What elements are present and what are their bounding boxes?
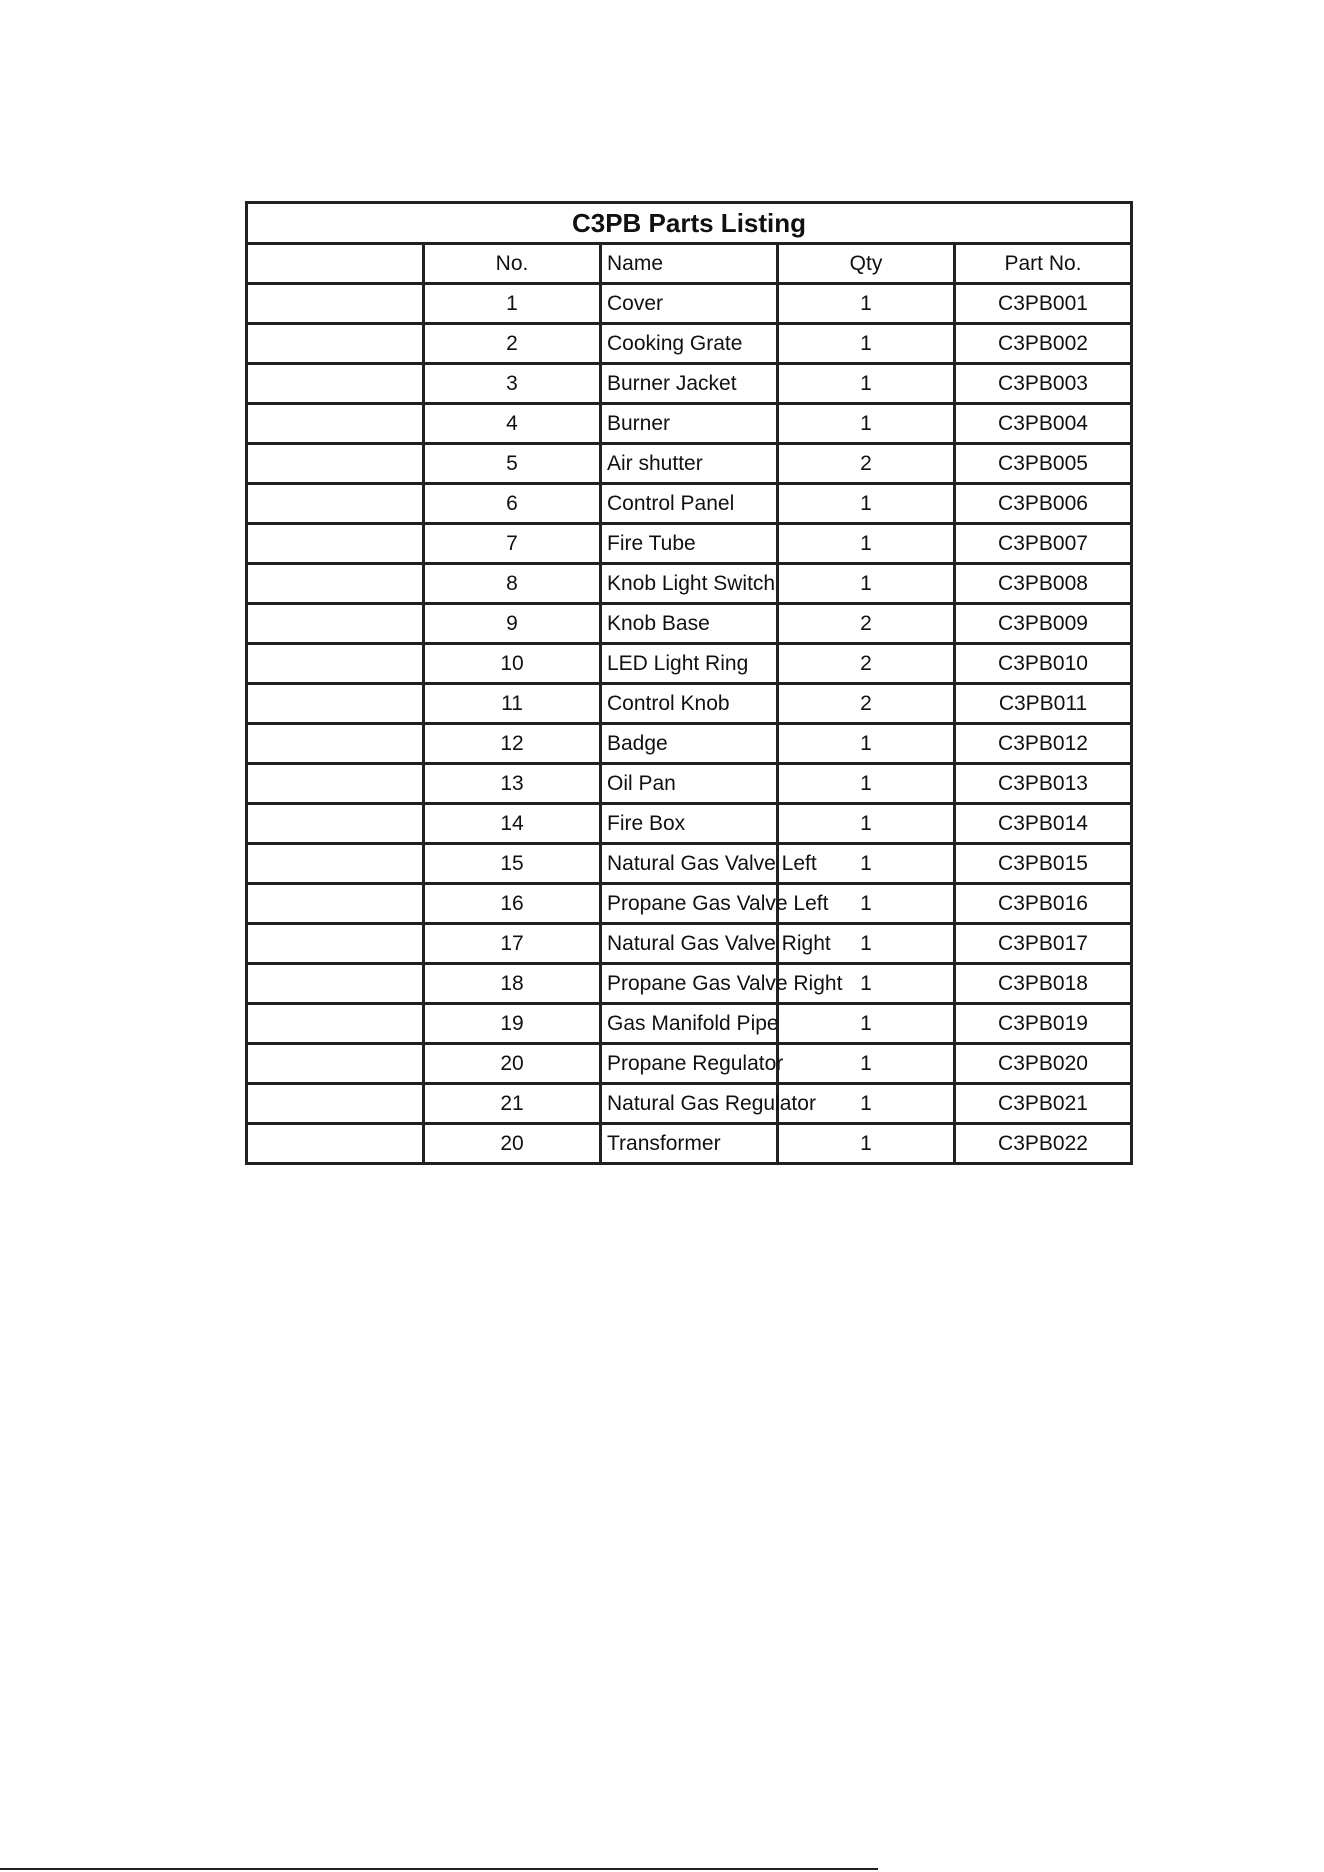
row-number-cell: 20 (424, 1044, 601, 1084)
table-row (247, 1084, 1132, 1124)
row-number-cell: 19 (424, 1004, 601, 1044)
part-number-cell: C3PB017 (955, 924, 1132, 964)
row-number-cell: 12 (424, 724, 601, 764)
quantity-cell: 1 (778, 324, 955, 364)
blank-cell (247, 924, 424, 964)
blank-cell (247, 444, 424, 484)
table-title: C3PB Parts Listing (247, 203, 1132, 244)
table-row (247, 324, 1132, 364)
table-row (247, 444, 1132, 484)
table-row (247, 924, 1132, 964)
part-number-cell: C3PB004 (955, 404, 1132, 444)
table-row (247, 284, 1132, 324)
quantity-cell: 1 (778, 1004, 955, 1044)
part-name-cell: Knob Light Switch (601, 564, 778, 604)
table-header-row (247, 244, 1132, 284)
part-number-cell: C3PB014 (955, 804, 1132, 844)
blank-cell (247, 644, 424, 684)
part-name-cell: Transformer (601, 1124, 778, 1164)
part-number-cell: C3PB008 (955, 564, 1132, 604)
quantity-cell: 2 (778, 604, 955, 644)
quantity-cell: 1 (778, 284, 955, 324)
row-number-cell: 4 (424, 404, 601, 444)
blank-cell (247, 764, 424, 804)
part-name-cell: Badge (601, 724, 778, 764)
part-name-cell: Fire Tube (601, 524, 778, 564)
parts-listing-table (245, 201, 1133, 1165)
row-number-cell: 18 (424, 964, 601, 1004)
row-number-cell: 20 (424, 1124, 601, 1164)
part-name-cell: Natural Gas Valve Left (601, 844, 778, 884)
table-row (247, 804, 1132, 844)
part-name-cell: Oil Pan (601, 764, 778, 804)
page-footer-rule (0, 1868, 878, 1870)
part-number-cell: C3PB022 (955, 1124, 1132, 1164)
part-name-cell: Fire Box (601, 804, 778, 844)
row-number-cell: 15 (424, 844, 601, 884)
row-number-cell: 13 (424, 764, 601, 804)
table-row (247, 524, 1132, 564)
table-row (247, 724, 1132, 764)
row-number-cell: 3 (424, 364, 601, 404)
quantity-cell: 1 (778, 884, 955, 924)
table-row (247, 764, 1132, 804)
part-number-cell: C3PB007 (955, 524, 1132, 564)
table-row (247, 644, 1132, 684)
part-name-cell: Gas Manifold Pipe (601, 1004, 778, 1044)
row-number-cell: 5 (424, 444, 601, 484)
part-number-cell: C3PB020 (955, 1044, 1132, 1084)
row-number-cell: 9 (424, 604, 601, 644)
name-column-header: Name (601, 244, 778, 284)
blank-cell (247, 884, 424, 924)
row-number-cell: 10 (424, 644, 601, 684)
qty-column-header: Qty (778, 244, 955, 284)
part-number-cell: C3PB003 (955, 364, 1132, 404)
quantity-cell: 1 (778, 764, 955, 804)
blank-cell (247, 484, 424, 524)
quantity-cell: 1 (778, 564, 955, 604)
quantity-cell: 1 (778, 964, 955, 1004)
row-number-cell: 1 (424, 284, 601, 324)
part-number-cell: C3PB005 (955, 444, 1132, 484)
blank-cell (247, 684, 424, 724)
table-row (247, 364, 1132, 404)
part-name-cell: Cooking Grate (601, 324, 778, 364)
part-name-cell: Knob Base (601, 604, 778, 644)
part-name-cell: Propane Gas Valve Right (601, 964, 778, 1004)
row-number-cell: 2 (424, 324, 601, 364)
blank-cell (247, 324, 424, 364)
quantity-cell: 1 (778, 924, 955, 964)
part-number-cell: C3PB021 (955, 1084, 1132, 1124)
part-no-column-header: Part No. (955, 244, 1132, 284)
row-number-cell: 8 (424, 564, 601, 604)
blank-cell (247, 404, 424, 444)
part-number-cell: C3PB009 (955, 604, 1132, 644)
table-body (247, 284, 1132, 1164)
blank-cell (247, 724, 424, 764)
blank-cell (247, 1124, 424, 1164)
row-number-cell: 14 (424, 804, 601, 844)
table-row (247, 484, 1132, 524)
part-name-cell: Control Knob (601, 684, 778, 724)
part-number-cell: C3PB010 (955, 644, 1132, 684)
quantity-cell: 2 (778, 444, 955, 484)
part-number-cell: C3PB015 (955, 844, 1132, 884)
row-number-cell: 7 (424, 524, 601, 564)
quantity-cell: 1 (778, 524, 955, 564)
row-number-cell: 17 (424, 924, 601, 964)
quantity-cell: 1 (778, 1044, 955, 1084)
part-number-cell: C3PB001 (955, 284, 1132, 324)
blank-cell (247, 284, 424, 324)
table-title-row (247, 203, 1132, 244)
quantity-cell: 2 (778, 684, 955, 724)
blank-cell (247, 1084, 424, 1124)
part-name-cell: Air shutter (601, 444, 778, 484)
part-name-cell: Propane Gas Valve Left (601, 884, 778, 924)
blank-cell (247, 964, 424, 1004)
part-name-cell: Control Panel (601, 484, 778, 524)
table-row (247, 564, 1132, 604)
table-row (247, 964, 1132, 1004)
part-number-cell: C3PB006 (955, 484, 1132, 524)
blank-cell (247, 1044, 424, 1084)
quantity-cell: 1 (778, 364, 955, 404)
part-number-cell: C3PB011 (955, 684, 1132, 724)
table-row (247, 1044, 1132, 1084)
blank-cell (247, 804, 424, 844)
blank-cell (247, 564, 424, 604)
row-number-cell: 11 (424, 684, 601, 724)
table-row (247, 1004, 1132, 1044)
part-name-cell: Cover (601, 284, 778, 324)
row-number-cell: 16 (424, 884, 601, 924)
quantity-cell: 1 (778, 484, 955, 524)
part-number-cell: C3PB019 (955, 1004, 1132, 1044)
part-name-cell: Natural Gas Valve Right (601, 924, 778, 964)
part-name-cell: Burner Jacket (601, 364, 778, 404)
part-name-cell: LED Light Ring (601, 644, 778, 684)
blank-cell (247, 844, 424, 884)
part-name-cell: Natural Gas Regulator (601, 1084, 778, 1124)
blank-cell (247, 604, 424, 644)
part-number-cell: C3PB002 (955, 324, 1132, 364)
quantity-cell: 1 (778, 724, 955, 764)
part-name-cell: Propane Regulator (601, 1044, 778, 1084)
table-row (247, 604, 1132, 644)
row-number-cell: 21 (424, 1084, 601, 1124)
table-row (247, 844, 1132, 884)
part-number-cell: C3PB016 (955, 884, 1132, 924)
table-row (247, 684, 1132, 724)
table-row (247, 1124, 1132, 1164)
quantity-cell: 1 (778, 844, 955, 884)
blank-cell (247, 364, 424, 404)
part-number-cell: C3PB013 (955, 764, 1132, 804)
part-number-cell: C3PB018 (955, 964, 1132, 1004)
no-column-header: No. (424, 244, 601, 284)
table-row (247, 884, 1132, 924)
quantity-cell: 1 (778, 1084, 955, 1124)
row-number-cell: 6 (424, 484, 601, 524)
quantity-cell: 1 (778, 1124, 955, 1164)
quantity-cell: 2 (778, 644, 955, 684)
quantity-cell: 1 (778, 804, 955, 844)
quantity-cell: 1 (778, 404, 955, 444)
blank-cell (247, 1004, 424, 1044)
blank-cell (247, 524, 424, 564)
part-number-cell: C3PB012 (955, 724, 1132, 764)
part-name-cell: Burner (601, 404, 778, 444)
blank-column-header (247, 244, 424, 284)
table-row (247, 404, 1132, 444)
